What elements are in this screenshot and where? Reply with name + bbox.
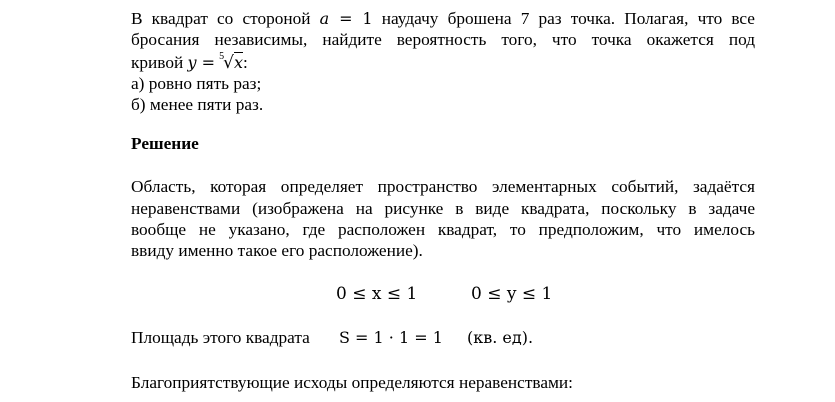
solution-para-line-1: Область, которая определяет пространство элементарных событий, задаётся [131, 177, 755, 196]
favorable-line: Благоприятствующие исходы определяются неравенствами: [131, 373, 573, 392]
solution-para-line-3: вообще не указано, где расположен квадрат, то предположим, что имелось [131, 220, 755, 239]
problem-line-1 [131, 8, 755, 29]
problem-item-b: б) менее пяти раз. [131, 95, 264, 114]
problem-text: кривой [131, 53, 188, 72]
math-var-y: y [187, 53, 197, 72]
problem-text: В квадрат со стороной [131, 9, 320, 28]
solution-para-line-2: неравенствами (изображена на рисунке в виде квадрата, поскольку в задаче [131, 199, 755, 218]
math-eq: = 1 [329, 9, 373, 28]
root-index: 5 [219, 51, 225, 62]
inequality-x: 0 ≤ x ≤ 1 [336, 284, 418, 304]
fifth-root [220, 52, 243, 74]
math-var-a: a [319, 9, 330, 28]
area-unit [467, 327, 533, 348]
math-eq: = [196, 53, 221, 72]
problem-text: : [243, 53, 248, 72]
problem-line-3 [131, 52, 248, 74]
problem-text: наудачу брошена 7 раз точка. Полагая, что все [372, 9, 755, 28]
root-argument: x [234, 53, 244, 72]
area-line [131, 327, 310, 348]
radical-sign: √ [223, 53, 235, 73]
solution-para-line-4: ввиду именно такое его расположение). [131, 241, 423, 260]
problem-line-2: бросания независимы, найдите вероятность того, что точка окажется под [131, 30, 755, 49]
solution-heading: Решение [131, 134, 199, 153]
problem-item-a: а) ровно пять раз; [131, 74, 262, 93]
area-unit-text: (кв. ед). [467, 328, 534, 347]
area-text: Площадь этого квадрата [131, 328, 310, 347]
inequality-y: 0 ≤ y ≤ 1 [471, 284, 553, 304]
area-formula-text: S = 1 · 1 = 1 [339, 328, 443, 347]
area-formula [339, 327, 443, 348]
